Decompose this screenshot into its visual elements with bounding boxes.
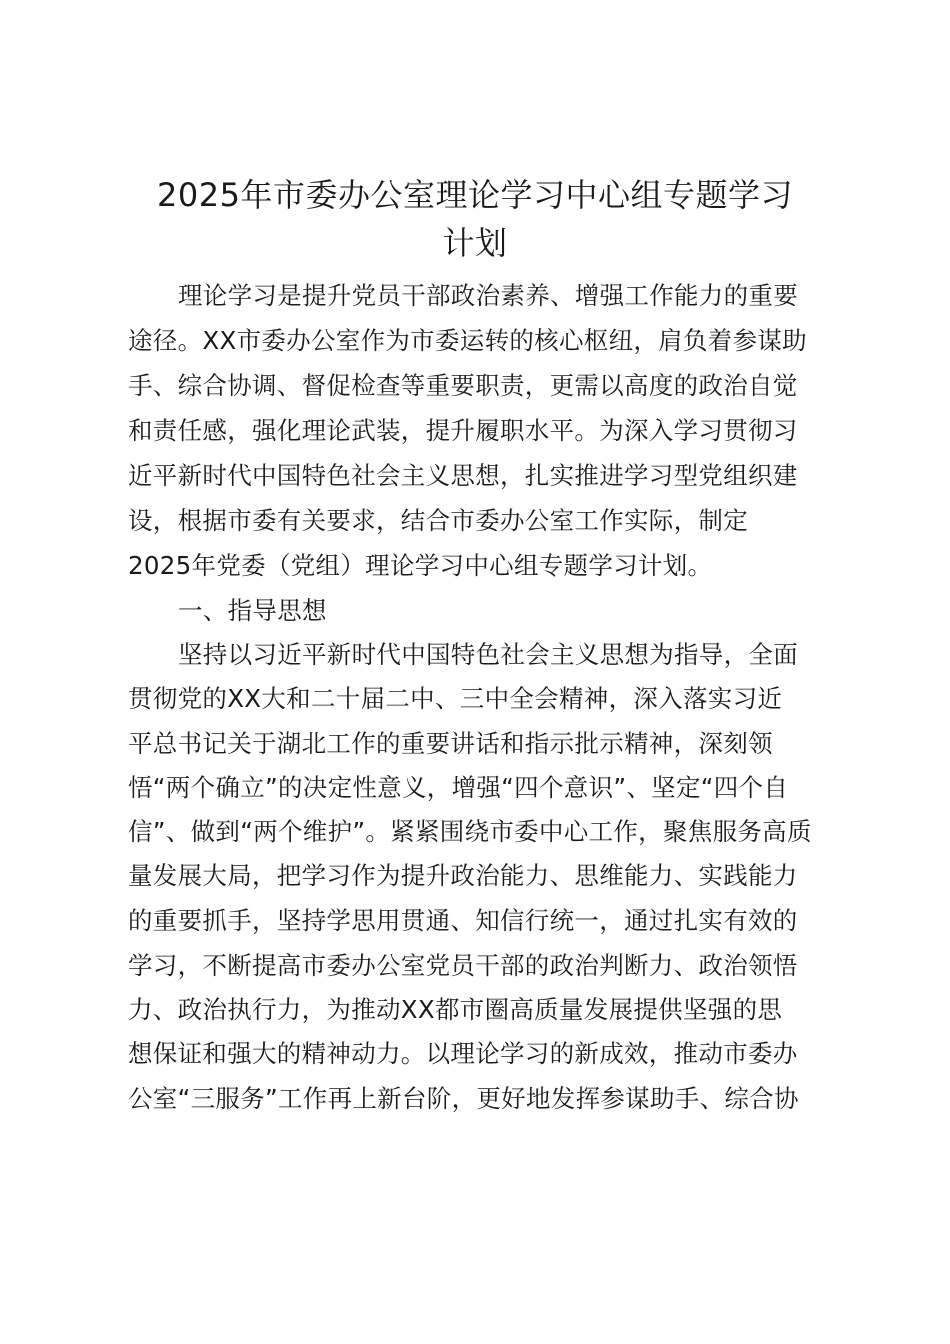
intro-line-3: 手、综合协调、督促检查等重要职责，更需以高度的政治自觉 [128, 371, 798, 400]
section-1-line-7: 的重要抓手，坚持学思用贯通、知信行统一，通过扎实有效的 [128, 906, 798, 935]
section-1-line-2: 贯彻党的XX大和二十届二中、三中全会精神，深入落实习近 [128, 684, 783, 713]
document-title-line-2: 计划 [442, 224, 508, 262]
intro-line-5: 近平新时代中国特色社会主义思想，扎实推进学习型党组织建 [128, 461, 798, 490]
document-title-line-1: 2025年市委办公室理论学习中心组专题学习 [157, 176, 793, 214]
intro-line-1: 理论学习是提升党员干部政治素养、增强工作能力的重要 [178, 281, 798, 310]
section-1-line-9: 力、政治执行力，为推动XX都市圈高质量发展提供坚强的思 [128, 995, 783, 1024]
intro-line-4: 和责任感，强化理论武装，提升履职水平。为深入学习贯彻习 [128, 416, 798, 445]
intro-line-2: 途径。XX市委办公室作为市委运转的核心枢纽，肩负着参谋助 [128, 326, 807, 355]
section-1-line-6: 量发展大局，把学习作为提升政治能力、思维能力、实践能力 [128, 861, 798, 890]
intro-line-6: 设，根据市委有关要求，结合市委办公室工作实际，制定 [128, 506, 748, 535]
section-1-line-5: 信”、做到“两个维护”。紧紧围绕市委中心工作，聚焦服务高质 [128, 817, 812, 846]
section-1-line-11: 公室“三服务”工作再上新台阶，更好地发挥参谋助手、综合协 [128, 1084, 799, 1113]
section-1-line-3: 平总书记关于湖北工作的重要讲话和指示批示精神，深刻领 [128, 729, 773, 758]
section-1-line-4: 悟“两个确立”的决定性意义，增强“四个意识”、坚定“四个自 [128, 773, 789, 802]
section-1-line-8: 学习，不断提高市委办公室党员干部的政治判断力、政治领悟 [128, 951, 798, 980]
section-1-heading: 一、指导思想 [178, 596, 327, 625]
intro-line-7: 2025年党委（党组）理论学习中心组专题学习计划。 [128, 551, 713, 580]
section-1-line-10: 想保证和强大的精神动力。以理论学习的新成效，推动市委办 [128, 1039, 798, 1068]
section-1-line-1: 坚持以习近平新时代中国特色社会主义思想为指导，全面 [178, 640, 798, 669]
